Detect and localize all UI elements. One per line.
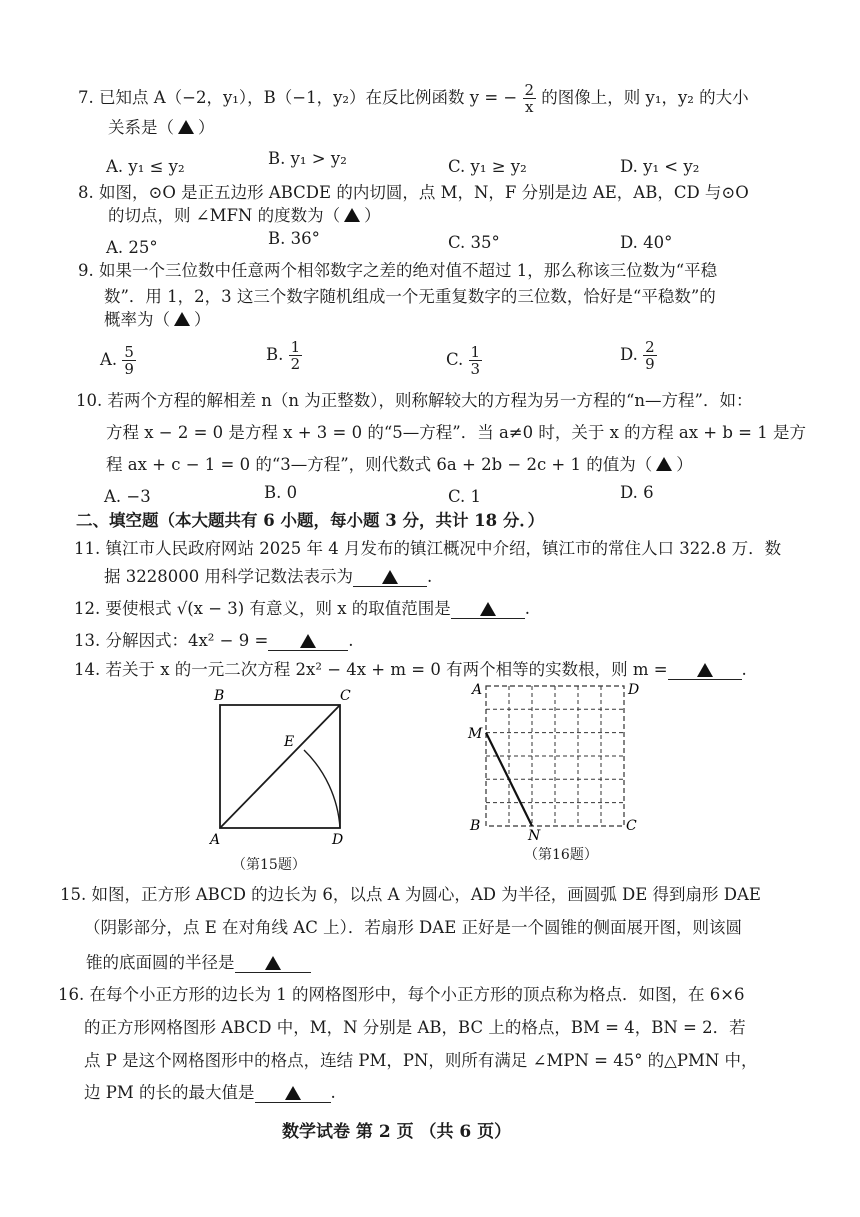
figure-15-caption: （第15题） — [232, 857, 306, 873]
answer-blank — [268, 632, 348, 651]
q15-line1: 15. 如图，正方形 ABCD 的边长为 6，以点 A 为圆心，AD 为半径，画圆弧 DE 得到扇形 DAE — [60, 885, 761, 904]
answer-triangle-icon — [656, 457, 672, 471]
label-b: B — [470, 818, 481, 834]
q8-option-a: A. 25° — [106, 238, 158, 257]
q10-line1: 10. 若两个方程的解相差 n（n 为正整数），则称解较大的方程为另一方程的“n—方程”．如： — [76, 391, 753, 410]
frac-num: 1 — [470, 343, 481, 361]
label-a: A — [472, 682, 483, 698]
frac-den: 2 — [290, 355, 301, 373]
answer-triangle-icon — [174, 312, 190, 326]
q7-line1 — [78, 82, 749, 115]
q9-line3-end: ） — [194, 310, 211, 329]
q13-end: . — [348, 631, 354, 650]
q13-text: 13. 分解因式：4x² − 9 = — [74, 631, 269, 650]
q7-line2 — [108, 118, 215, 138]
q9-option-b — [266, 333, 302, 377]
q9-option-d-label: D. — [620, 345, 638, 364]
q15-line2: （阴影部分，点 E 在对角线 AC 上）．若扇形 DAE 正好是一个圆锥的侧面展开图，则该圆 — [84, 918, 742, 937]
q7-option-b: B. y₁ > y₂ — [268, 149, 347, 168]
q9-option-c-frac — [469, 344, 483, 377]
label-m: M — [468, 726, 483, 742]
q8-option-b: B. 36° — [268, 229, 320, 248]
q9-line2: 数”．用 1，2，3 这三个数字随机组成一个无重复数字的三位数，恰好是“平稳数”的 — [104, 287, 716, 306]
frac-num: 2 — [645, 338, 655, 356]
q10-line2: 方程 x − 2 = 0 是方程 x + 3 = 0 的“5—方程”．当 a≠0 时，关于 x 的方程 ax + b = 1 是方 — [106, 423, 806, 442]
q8-line1: 8. 如图，⊙O 是正五边形 ABCDE 的内切圆，点 M，N，F 分别是边 AE，AB，CD 与⊙O — [78, 183, 749, 202]
frac-num: 5 — [124, 343, 134, 361]
answer-blank — [353, 568, 427, 587]
answer-blank — [255, 1084, 331, 1103]
label-d: D — [332, 832, 344, 848]
q12-text: 12. 要使根式 √(x − 3) 有意义，则 x 的取值范围是 — [74, 599, 451, 618]
label-n: N — [528, 828, 541, 840]
figure-15 — [200, 688, 370, 853]
answer-triangle-icon — [300, 634, 316, 648]
answer-blank — [235, 954, 311, 973]
q11-line2-text: 据 3228000 用科学记数法表示为 — [104, 567, 353, 586]
q9-option-b-frac — [289, 339, 303, 372]
answer-triangle-icon — [344, 208, 360, 222]
q11-line1: 11. 镇江市人民政府网站 2025 年 4 月发布的镇江概况中介绍，镇江市的常住人口 322.8 万．数 — [74, 539, 782, 558]
q10-option-b: B. 0 — [264, 483, 298, 502]
q7-line1-end: 的图像上，则 y₁，y₂ 的大小 — [541, 88, 749, 107]
answer-triangle-icon — [178, 120, 194, 134]
q16-line4-end: . — [330, 1083, 336, 1102]
answer-triangle-icon — [265, 956, 281, 970]
q9-option-a — [100, 338, 136, 382]
q9-option-a-frac — [122, 344, 136, 377]
q14-end: . — [741, 660, 747, 679]
q7-frac-num: 2 — [524, 81, 535, 99]
label-c: C — [340, 688, 351, 704]
q9-option-d — [620, 333, 657, 377]
q10-option-d: D. 6 — [620, 483, 654, 502]
q12-end: . — [524, 599, 531, 618]
label-d: D — [628, 682, 640, 698]
q9-option-a-label: A. — [100, 350, 118, 369]
q9-option-d-frac — [643, 339, 657, 372]
q9-option-c-label: C. — [446, 350, 464, 369]
q13-line — [74, 631, 354, 651]
q7-option-c: C. y₁ ≥ y₂ — [448, 157, 527, 176]
frac-den: 9 — [124, 360, 134, 378]
q7-option-a: A. y₁ ≤ y₂ — [106, 157, 185, 176]
q11-line2 — [104, 567, 432, 587]
section-2-heading: 二、填空题（本大题共有 6 小题，每小题 3 分，共计 18 分．） — [76, 511, 545, 530]
q7-line1-text: 7. 已知点 A（−2，y₁），B（−1，y₂）在反比例函数 y = − — [78, 88, 518, 107]
q12-line — [74, 599, 530, 619]
frac-den: 9 — [645, 355, 655, 373]
page-footer: 数学试卷 第 2 页 （共 6 页） — [282, 1122, 512, 1142]
q7-option-d: D. y₁ < y₂ — [620, 157, 700, 176]
q7-fraction — [523, 82, 537, 115]
q8-line2-text: 的切点，则 ∠MFN 的度数为（ — [108, 206, 341, 225]
answer-blank — [451, 600, 525, 619]
answer-blank — [668, 661, 742, 680]
frac-num: 1 — [290, 338, 301, 356]
q10-line3-text: 程 ax + c − 1 = 0 的“3—方程”，则代数式 6a + 2b − 2c + 1 的值为（ — [106, 455, 653, 474]
q16-line2: 的正方形网格图形 ABCD 中，M，N 分别是 AB，BC 上的格点，BM = 4，BN = 2．若 — [84, 1018, 746, 1037]
q9-line1: 9. 如果一个三位数中任意两个相邻数字之差的绝对值不超过 1，那么称该三位数为“平稳 — [78, 261, 718, 280]
q10-option-c: C. 1 — [448, 487, 482, 506]
grid-lines — [486, 686, 624, 826]
figure-16 — [466, 680, 646, 840]
q8-option-d: D. 40° — [620, 233, 673, 252]
q14-text: 14. 若关于 x 的一元二次方程 2x² − 4x + m = 0 有两个相等的实数根，则 m = — [74, 660, 668, 679]
answer-triangle-icon — [285, 1086, 301, 1100]
q10-line3 — [106, 455, 693, 475]
q14-line — [74, 660, 747, 680]
frac-den: 3 — [470, 360, 481, 378]
q7-line2-end: ） — [198, 118, 215, 137]
label-e: E — [284, 734, 295, 750]
answer-triangle-icon — [480, 602, 496, 616]
q16-line4-text: 边 PM 的长的最大值是 — [84, 1083, 255, 1102]
q9-option-c — [446, 338, 482, 382]
diagonal-ac — [220, 705, 340, 828]
q16-line3: 点 P 是这个网格图形中的格点，连结 PM，PN，则所有满足 ∠MPN = 45° 的△PMN 中， — [84, 1051, 758, 1070]
answer-triangle-icon — [382, 570, 398, 584]
q9-line3-text: 概率为（ — [104, 310, 170, 329]
q7-line2-text: 关系是（ — [108, 118, 174, 137]
q15-line3 — [86, 953, 311, 973]
label-b: B — [214, 688, 225, 704]
arc-de — [304, 750, 340, 828]
q8-line2 — [108, 206, 381, 226]
q8-line2-end: ） — [364, 206, 381, 225]
q15-line3-text: 锥的底面圆的半径是 — [86, 953, 235, 972]
figure-16-caption: （第16题） — [524, 847, 598, 863]
q9-line3 — [104, 310, 211, 330]
q7-frac-den: x — [525, 98, 534, 116]
q8-option-c: C. 35° — [448, 233, 500, 252]
q10-option-a: A. −3 — [104, 487, 151, 506]
segment-mn — [486, 733, 532, 826]
q11-line2-end: . — [426, 567, 433, 586]
answer-triangle-icon — [697, 663, 713, 677]
q16-line1: 16. 在每个小正方形的边长为 1 的网格图形中，每个小正方形的顶点称为格点．如图，在 6×6 — [58, 985, 745, 1004]
q16-line4 — [84, 1083, 336, 1103]
q10-line3-end: ） — [676, 455, 693, 474]
label-a: A — [210, 832, 221, 848]
q9-option-b-label: B. — [266, 345, 284, 364]
label-c: C — [626, 818, 637, 834]
